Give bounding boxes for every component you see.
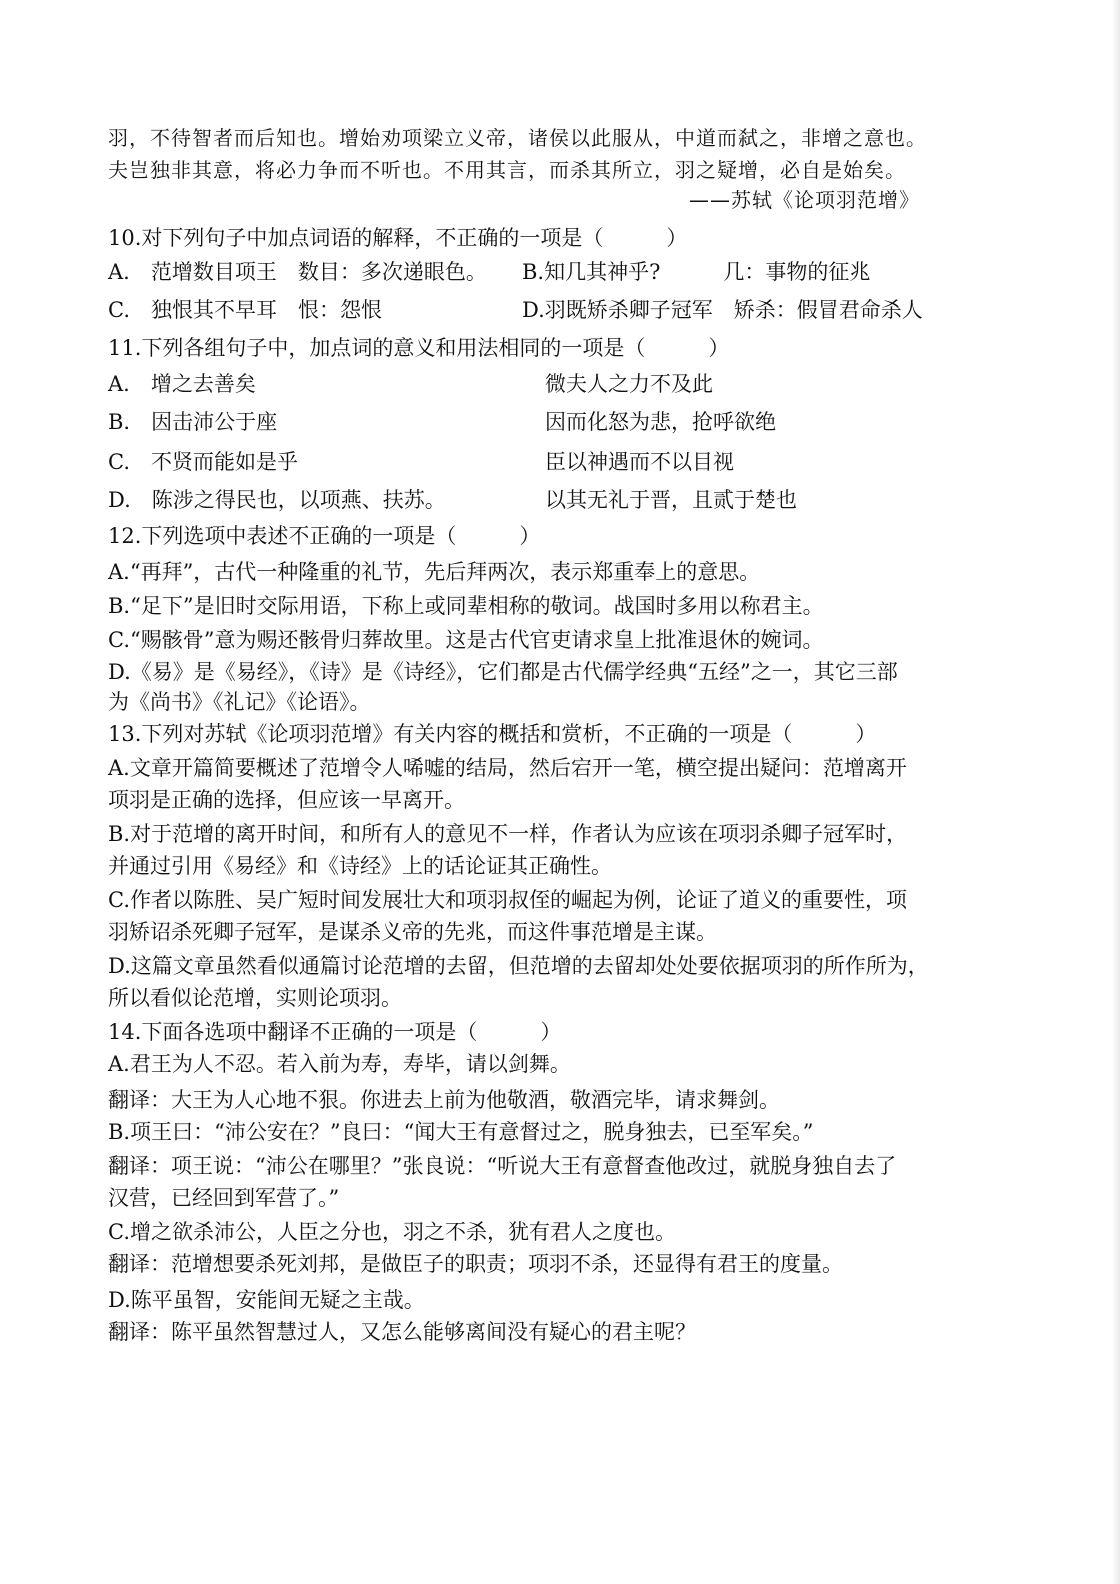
option-line: 并通过引用《易经》和《诗经》上的话论证其正确性。: [108, 854, 612, 878]
option-line: A.君王为人不忍。若入前为寿，寿毕，请以剑舞。: [108, 1052, 571, 1076]
option-line: D.《易》是《易经》，《诗》是《诗经》，它们都是古代儒学经典“五经”之一，其它三部: [108, 660, 898, 684]
option-left: B. 因击沛公于座: [108, 410, 278, 434]
option-right: 臣以神遇而不以目视: [545, 450, 734, 474]
option-line: A.文章开篇简要概述了范增令人唏嘘的结局，然后宕开一笔，横空提出疑问：范增离开: [108, 756, 907, 780]
question-stem: 10.对下列句子中加点词语的解释，不正确的一项是（ ）: [108, 226, 688, 250]
option-line: 项羽是正确的选择，但应该一早离开。: [108, 788, 465, 812]
option-line: 为《尚书》《礼记》《论语》。: [108, 690, 371, 714]
option-line: C.作者以陈胜、吴广短时间发展壮大和项羽叔侄的崛起为例，论证了道义的重要性，项: [108, 888, 907, 912]
option-left: A. 范增数目项王 数目：多次递眼色。: [108, 260, 487, 284]
passage-line: 夫岂独非其意，将必力争而不听也。不用其言，而杀其所立，羽之疑增，必自是始矣。: [108, 158, 906, 182]
passage-source: ——苏轼《论项羽范增》: [689, 188, 920, 212]
option-line: C.增之欲杀沛公，人臣之分也，羽之不杀，犹有君人之度也。: [108, 1220, 676, 1244]
option-left: A. 增之去善矣: [108, 372, 256, 396]
question-stem: 13.下列对苏轼《论项羽范增》有关内容的概括和赏析，不正确的一项是（ ）: [108, 722, 877, 746]
option-right: D.羽既矫杀卿子冠军 矫杀：假冒君命杀人: [522, 298, 923, 322]
translation-line: 翻译：陈平虽然智慧过人，又怎么能够离间没有疑心的君主呢？: [108, 1320, 696, 1344]
option-line: A.“再拜”，古代一种隆重的礼节，先后拜两次，表示郑重奉上的意思。: [108, 560, 761, 584]
passage-line: 羽，不待智者而后知也。增始劝项梁立义帝，诸侯以此服从，中道而弑之，非增之意也。: [108, 126, 927, 150]
option-line: 羽矫诏杀死卿子冠军，是谋杀义帝的先兆，而这件事范增是主谋。: [108, 920, 717, 944]
option-left: C. 独恨其不早耳 恨：怨恨: [108, 298, 382, 322]
option-right: 以其无礼于晋，且贰于楚也: [545, 488, 797, 512]
translation-line: 翻译：范增想要杀死刘邦，是做臣子的职责；项羽不杀，还显得有君王的度量。: [108, 1252, 843, 1276]
option-left: D. 陈涉之得民也，以项燕、扶苏。: [108, 488, 446, 512]
option-line: C.“赐骸骨”意为赐还骸骨归葬故里。这是古代官吏请求皇上批准退休的婉词。: [108, 628, 824, 652]
translation-line: 汉营，已经回到军营了。”: [108, 1186, 340, 1210]
option-line: D.这篇文章虽然看似通篇讨论范增的去留，但范增的去留却处处要依据项羽的所作所为，: [108, 954, 929, 978]
option-line: B.项王曰：“沛公安在？”良曰：“闻大王有意督过之，脱身独去，已至军矣。”: [108, 1120, 814, 1144]
scan-edge-shadow: [1112, 0, 1120, 1584]
option-line: 所以看似论范增，实则论项羽。: [108, 986, 402, 1010]
option-line: B.对于范增的离开时间，和所有人的意见不一样，作者认为应该在项羽杀卿子冠军时，: [108, 822, 908, 846]
option-line: B.“足下”是旧时交际用语，下称上或同辈相称的敬词。战国时多用以称君主。: [108, 594, 824, 618]
translation-line: 翻译：大王为人心地不狠。你进去上前为他敬酒，敬酒完毕，请求舞剑。: [108, 1088, 780, 1112]
option-right: 微夫人之力不及此: [545, 372, 713, 396]
question-stem: 14.下面各选项中翻译不正确的一项是（ ）: [108, 1020, 562, 1044]
option-right: B.知几其神乎? 几：事物的征兆: [522, 260, 871, 284]
option-line: D.陈平虽智，安能间无疑之主哉。: [108, 1288, 425, 1312]
question-stem: 11.下列各组句子中，加点词的意义和用法相同的一项是（ ）: [108, 336, 730, 360]
option-left: C. 不贤而能如是乎: [108, 450, 298, 474]
translation-line: 翻译：项王说：“沛公在哪里？”张良说：“听说大王有意督查他改过，就脱身独自去了: [108, 1154, 897, 1178]
option-right: 因而化怒为悲，抢呼欲绝: [545, 410, 776, 434]
question-stem: 12.下列选项中表述不正确的一项是（ ）: [108, 524, 541, 548]
